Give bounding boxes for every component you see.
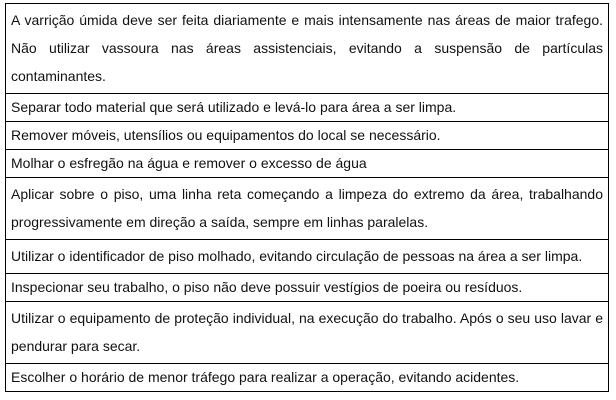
table-row xyxy=(6,4,609,94)
table-row xyxy=(6,150,609,178)
table-cell: Escolher o horário de menor tráfego para realizar a operação, evitando acidentes. xyxy=(6,364,609,392)
table-row xyxy=(6,302,609,364)
table-row xyxy=(6,178,609,240)
table-row xyxy=(6,94,609,122)
table-cell: A varrição úmida deve ser feita diariamente e mais intensamente nas áreas de maior trafego. Não utilizar vassoura nas áreas assistenciais, evitando a suspensão de partículas contaminantes. xyxy=(6,4,609,94)
table-cell: Remover móveis, utensílios ou equipamentos do local se necessário. xyxy=(6,122,609,150)
table-cell: Inspecionar seu trabalho, o piso não deve possuir vestígios de poeira ou resíduos. xyxy=(6,274,609,302)
table-cell: Utilizar o equipamento de proteção individual, na execução do trabalho. Após o seu uso lavar e pendurar para secar. xyxy=(6,302,609,364)
table-row xyxy=(6,364,609,392)
table-row xyxy=(6,240,609,274)
table-cell: Utilizar o identificador de piso molhado, evitando circulação de pessoas na área a ser limpa. xyxy=(6,240,609,274)
table-row xyxy=(6,122,609,150)
table-cell: Aplicar sobre o piso, uma linha reta começando a limpeza do extremo da área, trabalhando progressivamente em direção a saída, sempre em linhas paralelas. xyxy=(6,178,609,240)
table-cell: Separar todo material que será utilizado e levá-lo para área a ser limpa. xyxy=(6,94,609,122)
table-row xyxy=(6,274,609,302)
table-cell: Molhar o esfregão na água e remover o excesso de água xyxy=(6,150,609,178)
procedure-table xyxy=(5,3,609,392)
